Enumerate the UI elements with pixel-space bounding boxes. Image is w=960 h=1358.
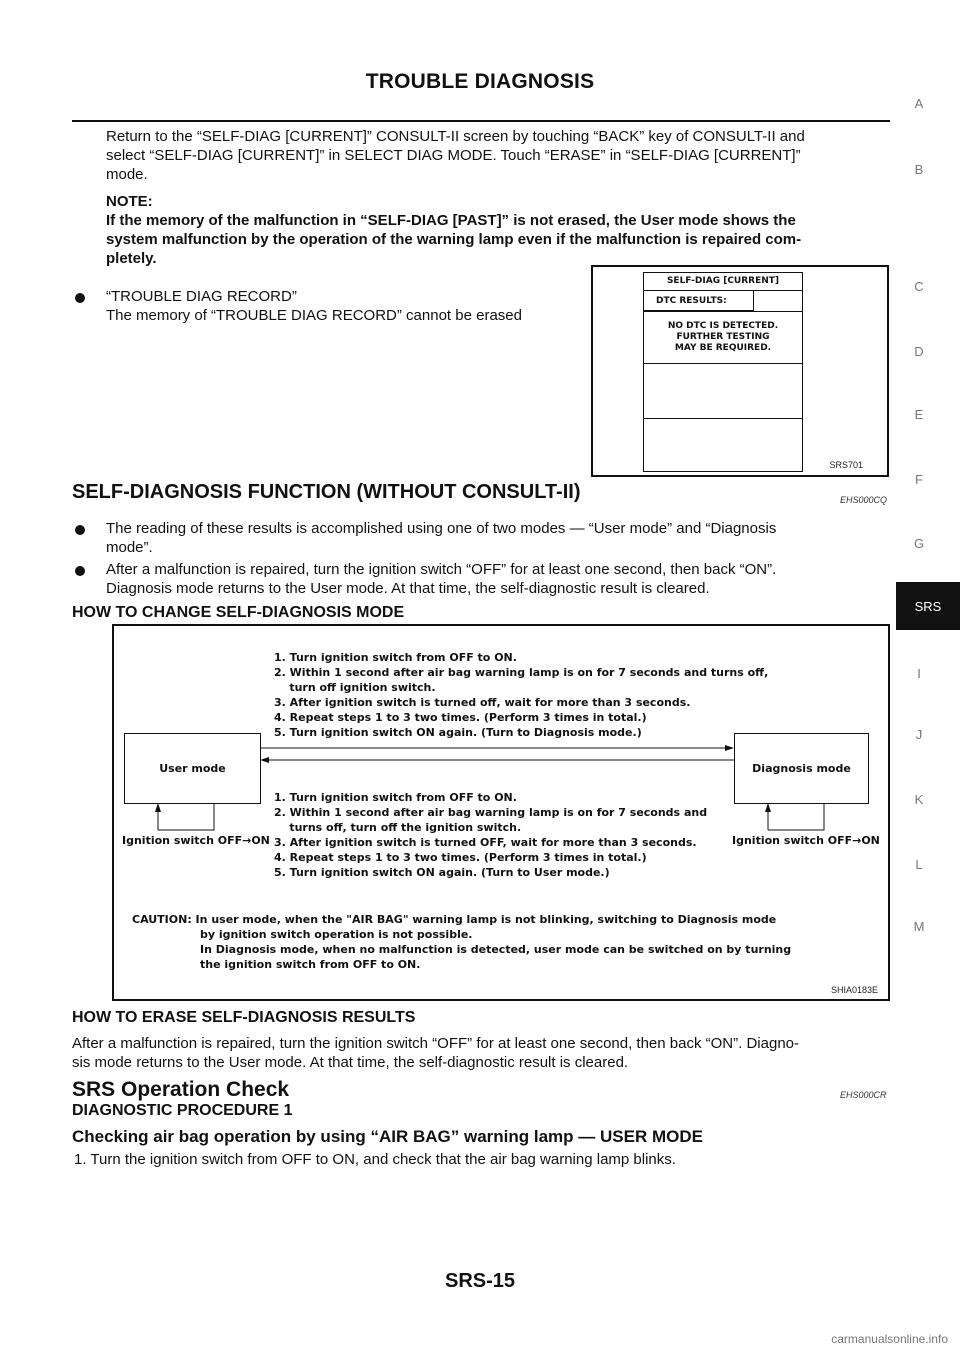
step-line: 1. Turn ignition switch from OFF to ON. — [274, 791, 517, 804]
note-line: pletely. — [106, 250, 157, 267]
bullet-icon — [75, 525, 85, 535]
left-switch-loop — [158, 803, 214, 830]
srs-check-code: EHS000CR — [840, 1090, 887, 1100]
divider — [644, 311, 802, 312]
bullet-line: Diagnosis mode returns to the User mode. At that time, the self-diagnostic result is cleared. — [106, 580, 710, 597]
figure-code: SRS701 — [829, 460, 863, 470]
bullet-line: The reading of these results is accomplished using one of two modes — “User mode” and “Diagnosis — [106, 520, 777, 537]
step-line: 4. Repeat steps 1 to 3 two times. (Perform 3 times in total.) — [274, 851, 647, 864]
erase-paragraph — [72, 1034, 892, 1072]
index-tab-k[interactable]: K — [914, 792, 924, 807]
note-block — [106, 192, 896, 268]
procedure-title: DIAGNOSTIC PROCEDURE 1 — [72, 1102, 293, 1119]
step-line: 4. Repeat steps 1 to 3 two times. (Perform 3 times in total.) — [274, 711, 647, 724]
message-line: NO DTC IS DETECTED. — [667, 321, 779, 331]
consult-message — [644, 321, 802, 354]
intro-paragraph — [106, 127, 896, 184]
section-bullet — [106, 560, 896, 598]
index-tab-i[interactable]: I — [917, 666, 921, 681]
figure-code: SHIA0183E — [830, 985, 878, 995]
index-tab-d[interactable]: D — [914, 344, 924, 359]
arrow-head-up-icon — [155, 803, 161, 812]
note-line: system malfunction by the operation of the warning lamp even if the malfunction is repaired com- — [106, 231, 802, 248]
note-line: If the memory of the malfunction in “SELF-DIAG [PAST]” is not erased, the User mode shows the — [106, 212, 796, 229]
index-tab-l[interactable]: L — [915, 857, 923, 872]
watermark: carmanualsonline.info — [831, 1332, 948, 1346]
caution-line: CAUTION: In user mode, when the "AIR BAG" warning lamp is not blinking, switching to Diagnosis mode — [132, 913, 777, 926]
step-line: 3. After ignition switch is turned off, wait for more than 3 seconds. — [274, 696, 691, 709]
user-mode-label: User mode — [159, 762, 226, 775]
step-line: 1. Turn ignition switch from OFF to ON. — [274, 651, 517, 664]
record-line: The memory of “TROUBLE DIAG RECORD” cannot be erased — [106, 307, 522, 324]
bullet-line: mode”. — [106, 539, 153, 556]
mode-change-figure — [112, 624, 890, 1001]
index-tab-a[interactable]: A — [914, 96, 924, 111]
index-tab-srs-active[interactable]: SRS — [896, 582, 960, 630]
erase-line: sis mode returns to the User mode. At that time, the self-diagnostic result is cleared. — [72, 1054, 629, 1071]
arrow-head-left-icon — [260, 757, 269, 763]
record-line: “TROUBLE DIAG RECORD” — [106, 288, 297, 305]
intro-line: Return to the “SELF-DIAG [CURRENT]” CONSULT-II screen by touching “BACK” key of CONSULT-II and — [106, 128, 805, 145]
index-tab-g[interactable]: G — [913, 536, 925, 551]
divider — [644, 363, 802, 364]
procedure-subheading: Checking air bag operation by using “AIR BAG” warning lamp — USER MODE — [72, 1127, 703, 1146]
erase-line: After a malfunction is repaired, turn the ignition switch “OFF” for at least one second, then back “ON”. Diagno- — [72, 1035, 799, 1052]
diagnosis-mode-label: Diagnosis mode — [752, 762, 851, 775]
index-tab-b[interactable]: B — [914, 162, 924, 177]
step-line: 2. Within 1 second after air bag warning lamp is on for 7 seconds and turns off, — [274, 666, 769, 679]
srs-check-title: SRS Operation Check — [72, 1078, 290, 1101]
change-mode-heading: HOW TO CHANGE SELF-DIAGNOSIS MODE — [72, 604, 405, 621]
intro-line: mode. — [106, 166, 148, 183]
index-tab-f[interactable]: F — [915, 472, 923, 487]
page-header-title: TROUBLE DIAGNOSIS — [365, 70, 595, 93]
step-line: 5. Turn ignition switch ON again. (Turn to User mode.) — [274, 866, 610, 879]
procedure-step: 1. Turn the ignition switch from OFF to ON, and check that the air bag warning lamp blinks. — [74, 1151, 676, 1168]
divider — [644, 418, 802, 419]
section-code: EHS000CQ — [840, 495, 888, 505]
consult-title: SELF-DIAG [CURRENT] — [644, 273, 802, 291]
note-label: NOTE: — [106, 193, 153, 210]
step-line: turns off, turn off the ignition switch. — [274, 821, 522, 834]
index-tab-e[interactable]: E — [914, 407, 924, 422]
message-line: MAY BE REQUIRED. — [674, 343, 772, 353]
index-tab-c[interactable]: C — [914, 279, 924, 294]
consult-screen — [643, 272, 803, 472]
page-number: SRS-15 — [444, 1270, 516, 1292]
left-ignition-label: Ignition switch OFF→ON — [122, 834, 270, 847]
bullet-icon — [75, 293, 85, 303]
caution-line: the ignition switch from OFF to ON. — [200, 958, 421, 971]
dtc-label: DTC RESULTS: — [644, 291, 754, 311]
bullet-icon — [75, 566, 85, 576]
index-tab-j[interactable]: J — [915, 727, 923, 742]
section-bullet — [106, 519, 896, 557]
right-ignition-label: Ignition switch OFF→ON — [732, 834, 880, 847]
step-line: 5. Turn ignition switch ON again. (Turn to Diagnosis mode.) — [274, 726, 642, 739]
record-bullet — [106, 287, 586, 325]
message-line: FURTHER TESTING — [676, 332, 770, 342]
right-switch-loop — [768, 803, 824, 830]
arrow-head-right-icon — [725, 745, 734, 751]
caution-line: In Diagnosis mode, when no malfunction is detected, user mode can be switched on by turning — [200, 943, 792, 956]
caution-block — [132, 912, 872, 972]
bullet-line: After a malfunction is repaired, turn the ignition switch “OFF” for at least one second, then back “ON”. — [106, 561, 777, 578]
intro-line: select “SELF-DIAG [CURRENT]” in SELECT DIAG MODE. Touch “ERASE” in “SELF-DIAG [CURRENT]” — [106, 147, 801, 164]
bottom-steps — [274, 790, 734, 880]
header-rule — [72, 120, 890, 122]
arrow-head-up-icon — [765, 803, 771, 812]
step-line: 2. Within 1 second after air bag warning lamp is on for 7 seconds and — [274, 806, 708, 819]
step-line: 3. After ignition switch is turned OFF, wait for more than 3 seconds. — [274, 836, 697, 849]
step-line: turn off ignition switch. — [274, 681, 436, 694]
caution-line: by ignition switch operation is not possible. — [200, 928, 473, 941]
index-tab-m[interactable]: M — [913, 919, 925, 934]
consult-screen-figure — [591, 265, 889, 477]
erase-heading: HOW TO ERASE SELF-DIAGNOSIS RESULTS — [72, 1009, 416, 1026]
section-title: SELF-DIAGNOSIS FUNCTION (WITHOUT CONSULT-II) — [72, 481, 581, 503]
